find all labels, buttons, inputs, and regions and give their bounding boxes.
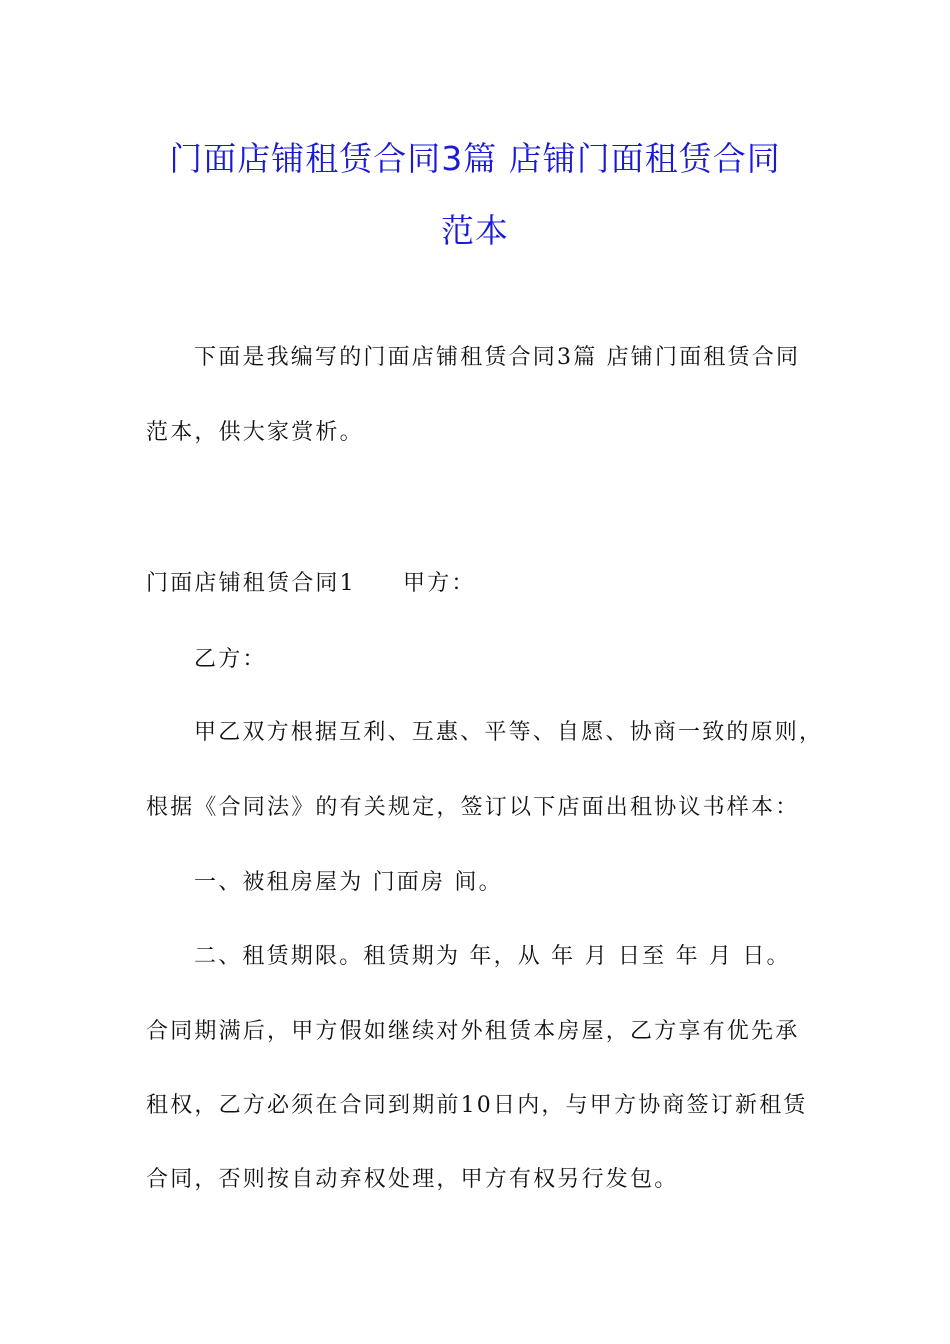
document-title-line-2: 范本 — [441, 211, 509, 250]
party-b-label: 乙方： — [194, 647, 267, 672]
clause-2-line-4: 合同，否则按自动弃权处理，甲方有权另行发包。 — [146, 1167, 679, 1192]
intro-line-2: 范本，供大家赏析。 — [146, 420, 364, 445]
clause-1: 一、被租房屋为 门面房 间。 — [194, 870, 503, 895]
clause-2-line-1: 二、租赁期限。租赁期为 年，从 年 月 日至 年 月 日。 — [194, 944, 791, 969]
clause-2-line-3: 租权，乙方必须在合同到期前10日内，与甲方协商签订新租赁 — [146, 1093, 808, 1118]
preamble-line-2: 根据《合同法》的有关规定，签订以下店面出租协议书样本： — [146, 795, 800, 820]
intro-line-1: 下面是我编写的门面店铺租赁合同3篇 店铺门面租赁合同 — [194, 345, 801, 370]
clause-2-line-2: 合同期满后，甲方假如继续对外租赁本房屋，乙方享有优先承 — [146, 1019, 800, 1044]
party-a-label: 甲方： — [403, 571, 476, 596]
document-title-line-1: 门面店铺租赁合同3篇 店铺门面租赁合同 — [169, 139, 781, 178]
contract-heading: 门面店铺租赁合同1 — [146, 571, 356, 596]
preamble-line-1: 甲乙双方根据互利、互惠、平等、自愿、协商一致的原则， — [194, 720, 824, 745]
